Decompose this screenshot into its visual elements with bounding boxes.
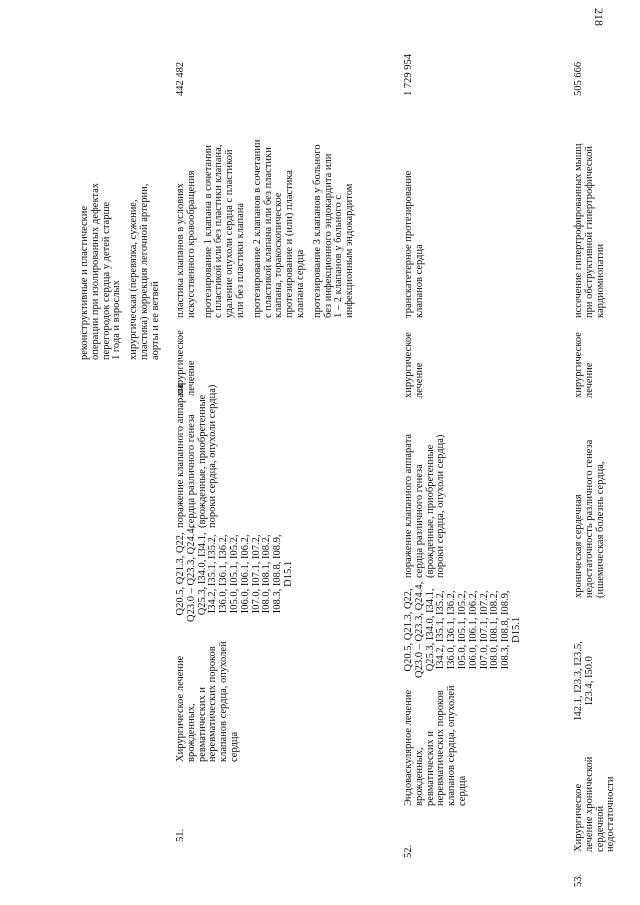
row-53-codes: I42.1, I23.3, I23.5, I23.4, I50.0 <box>573 641 595 720</box>
method-block: хирургическая (перевязка, сужение, пластика) коррекция легочной артерии, аорты и ее ветвей <box>128 183 161 360</box>
row-52-treatment-type: хирургическое лечение <box>403 332 425 398</box>
row-53-model: хроническая сердечная недостаточность различного генеза (ишемическая болезнь сердца, <box>573 439 606 598</box>
method-block: транскатетерное протезирование клапанов сердца <box>403 170 425 318</box>
row-51-number: 51. <box>175 828 186 842</box>
row-51-methods <box>176 140 362 319</box>
page-number: 218 <box>592 8 606 26</box>
row-53-cost: 505 666 <box>573 61 584 96</box>
row-53-number: 53. <box>573 873 584 887</box>
prev-row-methods <box>80 183 168 360</box>
row-52-codes: Q20.5, Q21.3, Q22, Q23.0 – Q23.3, Q24.4, Q25.3, I34.0, I34.1, I34.2, I35.1, I35.2, I36.0, I36.1, I36.2, I05.0, I05.1, I05.2, I06.0, I06.1, I06.2, I07.0, I07.1, I07.2, I08.0, I08.1, I08.2, I08.3, I08.8, I08.9, D15.1 <box>403 581 522 678</box>
method-block: протезирование 1 клапана в сочетании с пластикой или без пластики клапана, удаление опухоли сердца с пластикой или без пластики клапана <box>202 144 246 318</box>
row-52-model: поражение клапанного аппарата сердца различного генеза (врожденные, приобретенные пороки сердца, опухоли сердца) <box>403 433 447 578</box>
row-53-name: Хирургическое лечение хронической сердечной недостаточности <box>573 756 617 852</box>
row-52-name: Эндоваскулярное лечение врожденных, ревматических и неревматических пороков клапанов сердца, опухолей сердца <box>403 685 468 806</box>
method-block: иссечение гипертрофированных мышц при обструктивной гипертрофической кардиомиопатии <box>573 143 606 318</box>
row-51-codes: Q20.5, Q21.3, Q22, Q23.0 – Q23.3, Q24.4, Q25.3, I34.0, I34.1, I34.2, I35.1, I35.2, I36.0, I36.1, I36.2, I05.0, I05.1, I05.2, I06.0, I06.1, I06.2, I07.0, I07.1, I07.2, I08.0, I08.1, I08.2, I08.3, I08.8, I08.9, D15.1 <box>175 525 294 622</box>
row-51-treatment-type: хирургическое лечение <box>175 330 197 396</box>
method-block: протезирование 3 клапанов у больного без инфекционного эндокардита или 1 – 2 клапанов у больного с инфекционным эндокардитом <box>311 144 356 318</box>
row-51-model: поражение клапанного аппарата сердца различного генеза (врожденные, приобретенные пороки сердца, опухоли сердца) <box>175 383 219 528</box>
method-block: протезирование 2 клапанов в сочетании с пластикой клапана или без пластики клапана, торакоскопическое протезирование и (или) пластика клапана сердца <box>251 139 306 318</box>
row-53-methods <box>574 144 612 318</box>
row-53-treatment-type: хирургическое лечение <box>573 332 595 398</box>
row-51-cost: 442 482 <box>175 61 186 96</box>
row-52-cost: 1 729 954 <box>403 54 414 96</box>
row-52-number: 52. <box>403 844 414 858</box>
method-block: пластика клапанов в условиях искусственного кровообращения <box>175 170 197 318</box>
row-51-name: Хирургическое лечение врожденных, ревматических и неревматических пороков клапанов сердца, опухолей сердца <box>175 641 240 762</box>
row-52-methods <box>404 171 432 318</box>
method-block: реконструктивные и пластические операции при изолированных дефектах перегородок сердца у детей старше 1 года и взрослых <box>79 182 123 360</box>
